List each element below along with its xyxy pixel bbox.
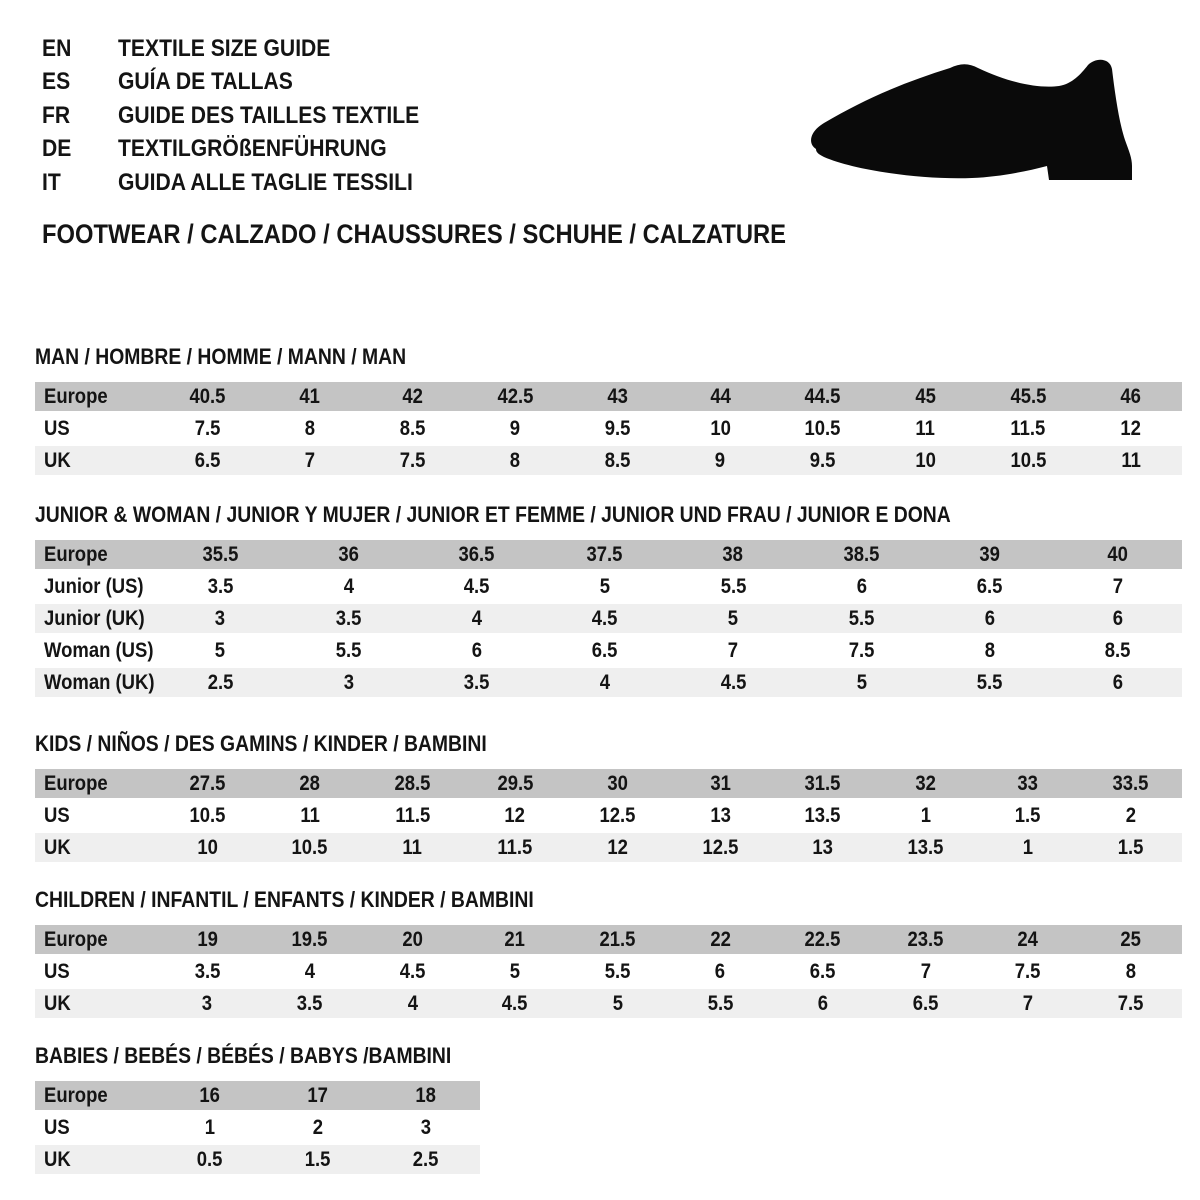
- row-label-cell: US: [35, 1112, 156, 1144]
- language-code: ES: [42, 68, 71, 95]
- size-value-cell: 19.5: [259, 925, 362, 956]
- size-value-cell: 31.5: [772, 769, 875, 800]
- size-value-cell: 7: [669, 635, 797, 667]
- table-row: [35, 988, 1182, 1020]
- size-value-cell: 10.5: [156, 800, 259, 832]
- size-value-cell: 4: [284, 571, 412, 603]
- language-row: [42, 169, 453, 197]
- size-value-cell: 23.5: [874, 925, 977, 956]
- size-value-cell: 2: [264, 1112, 372, 1144]
- size-value-cell: 35.5: [156, 540, 284, 571]
- size-value-cell: 11: [361, 832, 464, 864]
- size-value-cell: 5: [541, 571, 669, 603]
- size-value-cell: 20: [361, 925, 464, 956]
- size-value-cell: 8.5: [1054, 635, 1182, 667]
- size-value-cell: 4.5: [413, 571, 541, 603]
- size-value-cell: 32: [874, 769, 977, 800]
- size-value-cell: 6: [413, 635, 541, 667]
- size-value-cell: 4.5: [464, 988, 567, 1020]
- row-label-cell: Europe: [35, 1081, 156, 1112]
- size-value-cell: 4.5: [361, 956, 464, 988]
- size-value-cell: 11: [259, 800, 362, 832]
- size-value-cell: 4: [361, 988, 464, 1020]
- size-value-cell: 11: [874, 413, 977, 445]
- size-value-cell: 7: [1054, 571, 1182, 603]
- size-value-cell: 36.5: [413, 540, 541, 571]
- size-value-cell: 6.5: [772, 956, 875, 988]
- size-value-cell: 12: [566, 832, 669, 864]
- size-value-cell: 1: [977, 832, 1080, 864]
- table-row: [35, 540, 1182, 571]
- size-value-cell: 10.5: [259, 832, 362, 864]
- language-title: TEXTILE SIZE GUIDE: [118, 35, 331, 62]
- table-row: [35, 667, 1182, 699]
- table-row: [35, 445, 1182, 477]
- row-label-cell: Europe: [35, 925, 156, 956]
- size-value-cell: 3.5: [284, 603, 412, 635]
- size-value-cell: 2.5: [156, 667, 284, 699]
- size-value-cell: 3.5: [156, 956, 259, 988]
- section-title: JUNIOR & WOMAN / JUNIOR Y MUJER / JUNIOR ET FEMME / JUNIOR UND FRAU / JUNIOR E DONA: [35, 502, 951, 527]
- size-value-cell: 7.5: [361, 445, 464, 477]
- size-value-cell: 45: [874, 382, 977, 413]
- size-value-cell: 1.5: [1079, 832, 1182, 864]
- size-value-cell: 5: [566, 988, 669, 1020]
- size-value-cell: 30: [566, 769, 669, 800]
- size-value-cell: 8.5: [566, 445, 669, 477]
- size-value-cell: 1: [874, 800, 977, 832]
- row-label-cell: Junior (US): [35, 571, 156, 603]
- size-table-section-man: [35, 346, 1182, 478]
- size-value-cell: 29.5: [464, 769, 567, 800]
- size-value-cell: 11.5: [464, 832, 567, 864]
- size-value-cell: 5: [797, 667, 925, 699]
- size-value-cell: 2.5: [372, 1144, 480, 1176]
- size-value-cell: 9.5: [772, 445, 875, 477]
- size-value-cell: 4.5: [669, 667, 797, 699]
- size-table: [35, 925, 1182, 1021]
- size-value-cell: 11: [1079, 445, 1182, 477]
- size-value-cell: 4: [413, 603, 541, 635]
- language-row: [42, 35, 359, 63]
- size-value-cell: 12: [1079, 413, 1182, 445]
- size-value-cell: 6.5: [541, 635, 669, 667]
- row-label-cell: UK: [35, 445, 156, 477]
- size-value-cell: 11.5: [361, 800, 464, 832]
- size-value-cell: 42.5: [464, 382, 567, 413]
- size-value-cell: 6.5: [874, 988, 977, 1020]
- size-value-cell: 5.5: [669, 571, 797, 603]
- row-label-cell: Woman (US): [35, 635, 156, 667]
- size-value-cell: 46: [1079, 382, 1182, 413]
- size-value-cell: 11.5: [977, 413, 1080, 445]
- row-label-cell: Junior (UK): [35, 603, 156, 635]
- size-value-cell: 7.5: [156, 413, 259, 445]
- size-value-cell: 3.5: [259, 988, 362, 1020]
- row-label-cell: Europe: [35, 382, 156, 413]
- size-value-cell: 8.5: [361, 413, 464, 445]
- size-value-cell: 24: [977, 925, 1080, 956]
- size-value-cell: 3: [156, 988, 259, 1020]
- language-code: DE: [42, 135, 72, 162]
- section-title: BABIES / BEBÉS / BÉBÉS / BABYS /BAMBINI: [35, 1043, 452, 1068]
- size-value-cell: 36: [284, 540, 412, 571]
- size-value-cell: 9: [669, 445, 772, 477]
- size-value-cell: 7: [977, 988, 1080, 1020]
- size-value-cell: 44: [669, 382, 772, 413]
- size-value-cell: 28: [259, 769, 362, 800]
- size-value-cell: 4: [259, 956, 362, 988]
- size-value-cell: 3: [284, 667, 412, 699]
- table-row: [35, 571, 1182, 603]
- size-value-cell: 5: [156, 635, 284, 667]
- table-row: [35, 925, 1182, 956]
- size-value-cell: 6: [772, 988, 875, 1020]
- size-value-cell: 18: [372, 1081, 480, 1112]
- size-value-cell: 31: [669, 769, 772, 800]
- category-heading: FOOTWEAR / CALZADO / CHAUSSURES / SCHUHE / CALZATURE: [42, 219, 787, 249]
- size-value-cell: 38: [669, 540, 797, 571]
- size-table: [35, 1081, 480, 1177]
- row-label-cell: UK: [35, 832, 156, 864]
- size-value-cell: 2: [1079, 800, 1182, 832]
- size-value-cell: 8: [926, 635, 1054, 667]
- table-row: [35, 1112, 480, 1144]
- size-value-cell: 44.5: [772, 382, 875, 413]
- table-row: [35, 382, 1182, 413]
- language-row: [42, 135, 423, 163]
- size-table: [35, 769, 1182, 865]
- size-value-cell: 16: [156, 1081, 264, 1112]
- size-value-cell: 6: [1054, 603, 1182, 635]
- size-value-cell: 9.5: [566, 413, 669, 445]
- language-row: [42, 68, 317, 96]
- size-value-cell: 5: [464, 956, 567, 988]
- size-value-cell: 39: [926, 540, 1054, 571]
- size-value-cell: 21: [464, 925, 567, 956]
- size-table-section-babies: [35, 1045, 508, 1177]
- table-row: [35, 603, 1182, 635]
- size-table: [35, 382, 1182, 478]
- size-value-cell: 5.5: [797, 603, 925, 635]
- size-value-cell: 9: [464, 413, 567, 445]
- size-value-cell: 28.5: [361, 769, 464, 800]
- size-value-cell: 13.5: [874, 832, 977, 864]
- size-value-cell: 6: [669, 956, 772, 988]
- size-value-cell: 22: [669, 925, 772, 956]
- size-value-cell: 27.5: [156, 769, 259, 800]
- size-table-section-kids: [35, 733, 1182, 865]
- size-value-cell: 10: [669, 413, 772, 445]
- size-value-cell: 3: [372, 1112, 480, 1144]
- size-value-cell: 13: [669, 800, 772, 832]
- row-label-cell: UK: [35, 1144, 156, 1176]
- table-row: [35, 413, 1182, 445]
- size-table: [35, 540, 1182, 700]
- table-row: [35, 635, 1182, 667]
- size-value-cell: 42: [361, 382, 464, 413]
- size-value-cell: 10.5: [977, 445, 1080, 477]
- size-value-cell: 6: [926, 603, 1054, 635]
- size-value-cell: 33.5: [1079, 769, 1182, 800]
- size-value-cell: 6.5: [156, 445, 259, 477]
- shoe-icon: [802, 56, 1150, 194]
- size-value-cell: 40: [1054, 540, 1182, 571]
- language-title: GUIDA ALLE TAGLIE TESSILI: [118, 169, 413, 196]
- row-label-cell: UK: [35, 988, 156, 1020]
- size-value-cell: 7: [874, 956, 977, 988]
- size-table-section-children: [35, 889, 1182, 1021]
- language-code: EN: [42, 35, 72, 62]
- table-row: [35, 1144, 480, 1176]
- size-value-cell: 5.5: [669, 988, 772, 1020]
- size-value-cell: 1.5: [264, 1144, 372, 1176]
- size-value-cell: 7: [259, 445, 362, 477]
- row-label-cell: US: [35, 956, 156, 988]
- size-value-cell: 12.5: [566, 800, 669, 832]
- size-value-cell: 22.5: [772, 925, 875, 956]
- table-row: [35, 1081, 480, 1112]
- size-value-cell: 3: [156, 603, 284, 635]
- language-title: GUÍA DE TALLAS: [118, 68, 293, 95]
- size-value-cell: 33: [977, 769, 1080, 800]
- language-code: FR: [42, 102, 71, 129]
- size-value-cell: 17: [264, 1081, 372, 1112]
- size-value-cell: 6.5: [926, 571, 1054, 603]
- row-label-cell: US: [35, 800, 156, 832]
- size-value-cell: 5.5: [926, 667, 1054, 699]
- size-value-cell: 12.5: [669, 832, 772, 864]
- size-value-cell: 12: [464, 800, 567, 832]
- row-label-cell: Europe: [35, 540, 156, 571]
- row-label-cell: US: [35, 413, 156, 445]
- size-value-cell: 5.5: [284, 635, 412, 667]
- section-title: MAN / HOMBRE / HOMME / MANN / MAN: [35, 344, 407, 369]
- table-row: [35, 832, 1182, 864]
- table-row: [35, 956, 1182, 988]
- row-label-cell: Woman (UK): [35, 667, 156, 699]
- size-value-cell: 6: [1054, 667, 1182, 699]
- table-row: [35, 800, 1182, 832]
- size-value-cell: 13: [772, 832, 875, 864]
- size-value-cell: 1.5: [977, 800, 1080, 832]
- size-table-section-junior-woman: [35, 504, 1182, 700]
- size-value-cell: 41: [259, 382, 362, 413]
- size-value-cell: 43: [566, 382, 669, 413]
- size-value-cell: 25: [1079, 925, 1182, 956]
- size-value-cell: 8: [1079, 956, 1182, 988]
- size-value-cell: 3.5: [413, 667, 541, 699]
- size-value-cell: 13.5: [772, 800, 875, 832]
- language-title: GUIDE DES TAILLES TEXTILE: [118, 102, 420, 129]
- language-title: TEXTILGRÖßENFÜHRUNG: [118, 135, 387, 162]
- language-row: [42, 102, 460, 130]
- size-value-cell: 40.5: [156, 382, 259, 413]
- section-title: CHILDREN / INFANTIL / ENFANTS / KINDER / BAMBINI: [35, 887, 534, 912]
- size-value-cell: 8: [259, 413, 362, 445]
- size-value-cell: 5: [669, 603, 797, 635]
- size-value-cell: 1: [156, 1112, 264, 1144]
- size-value-cell: 5.5: [566, 956, 669, 988]
- size-value-cell: 45.5: [977, 382, 1080, 413]
- size-value-cell: 37.5: [541, 540, 669, 571]
- size-value-cell: 7.5: [797, 635, 925, 667]
- row-label-cell: Europe: [35, 769, 156, 800]
- size-value-cell: 7.5: [1079, 988, 1182, 1020]
- size-value-cell: 8: [464, 445, 567, 477]
- size-value-cell: 6: [797, 571, 925, 603]
- table-row: [35, 769, 1182, 800]
- size-value-cell: 21.5: [566, 925, 669, 956]
- size-value-cell: 4: [541, 667, 669, 699]
- language-code: IT: [42, 169, 61, 196]
- size-value-cell: 19: [156, 925, 259, 956]
- size-value-cell: 3.5: [156, 571, 284, 603]
- size-value-cell: 0.5: [156, 1144, 264, 1176]
- size-value-cell: 7.5: [977, 956, 1080, 988]
- size-value-cell: 10: [874, 445, 977, 477]
- size-value-cell: 10: [156, 832, 259, 864]
- size-value-cell: 4.5: [541, 603, 669, 635]
- size-value-cell: 38.5: [797, 540, 925, 571]
- section-title: KIDS / NIÑOS / DES GAMINS / KINDER / BAMBINI: [35, 731, 487, 756]
- size-value-cell: 10.5: [772, 413, 875, 445]
